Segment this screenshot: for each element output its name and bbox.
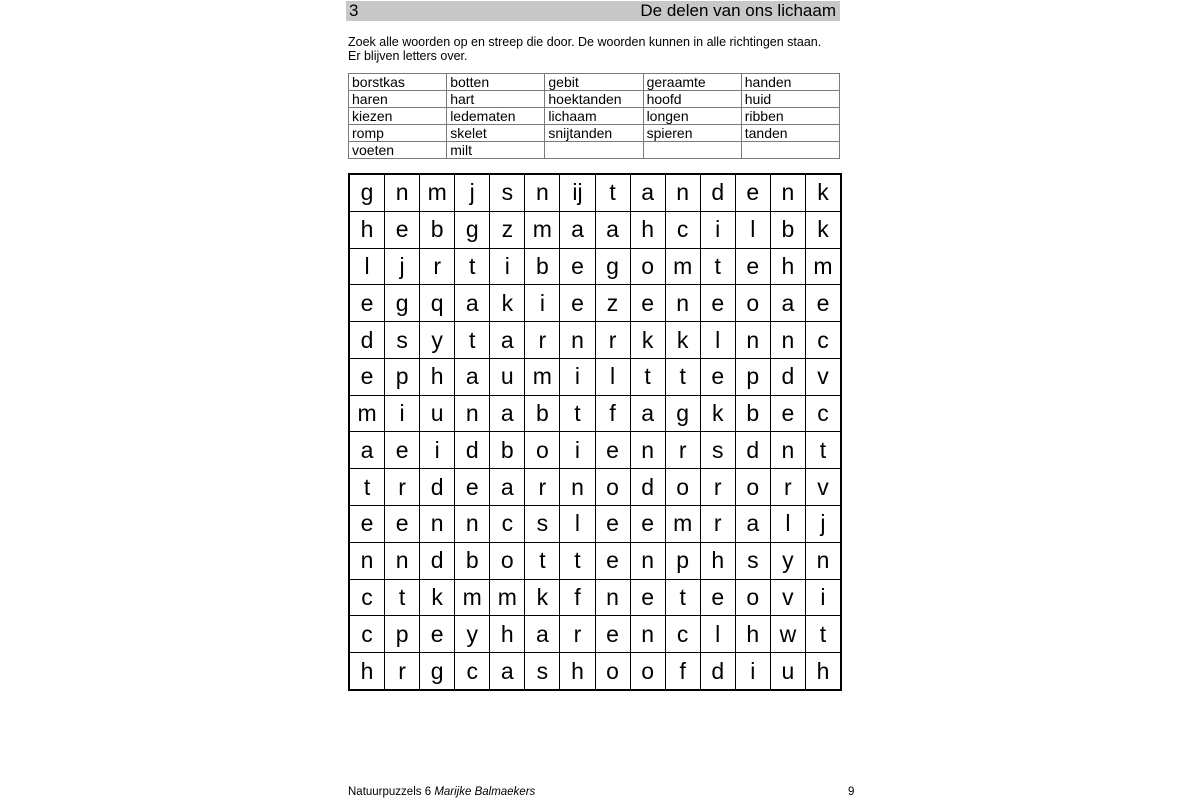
grid-cell[interactable]: b [771,212,805,248]
grid-cell[interactable]: m [806,249,840,285]
grid-cell[interactable]: a [525,616,559,652]
grid-cell[interactable]: n [666,175,700,211]
grid-cell[interactable]: w [771,616,805,652]
grid-cell[interactable]: n [771,322,805,358]
grid-cell[interactable]: r [525,469,559,505]
grid-cell[interactable]: b [525,249,559,285]
grid-cell[interactable]: o [736,580,770,616]
grid-cell[interactable]: z [490,212,524,248]
grid-cell[interactable]: c [455,653,489,689]
page-title: De delen van ons lichaam [640,1,836,20]
grid-cell[interactable]: d [701,653,735,689]
grid-cell[interactable]: r [525,322,559,358]
grid-cell[interactable]: v [806,359,840,395]
page-header [346,1,840,21]
word-list-item: snijtanden [545,125,643,142]
grid-cell[interactable]: h [350,212,384,248]
grid-cell[interactable]: s [525,653,559,689]
grid-cell[interactable]: f [666,653,700,689]
grid-cell[interactable]: a [631,396,665,432]
grid-cell[interactable]: t [455,249,489,285]
book-title: Natuurpuzzels 6 [348,786,432,798]
grid-cell[interactable]: u [490,359,524,395]
grid-cell[interactable]: i [525,285,559,321]
word-list-item [741,142,839,159]
instructions-text: Zoek alle woorden op en streep die door. De woorden kunnen in alle richtingen staan. Er blijven letters over. [348,35,822,63]
grid-cell[interactable]: t [806,616,840,652]
word-list-row [349,125,840,142]
grid-cell[interactable]: r [385,469,419,505]
grid-cell[interactable]: t [350,469,384,505]
word-search-grid [348,173,842,691]
grid-cell[interactable]: l [701,616,735,652]
grid-cell[interactable]: v [806,469,840,505]
grid-cell[interactable]: n [771,175,805,211]
grid-cell[interactable]: e [560,249,594,285]
grid-cell[interactable]: n [631,432,665,468]
grid-cell[interactable]: k [525,580,559,616]
grid-cell[interactable]: r [560,616,594,652]
grid-cell[interactable]: c [806,322,840,358]
grid-cell[interactable]: m [455,580,489,616]
grid-cell[interactable]: s [385,322,419,358]
grid-cell[interactable]: e [455,469,489,505]
grid-cell[interactable]: q [420,285,454,321]
word-list-item [643,142,741,159]
grid-cell[interactable]: k [806,175,840,211]
grid-cell[interactable]: i [701,212,735,248]
grid-cell[interactable]: s [490,175,524,211]
grid-cell[interactable]: h [736,616,770,652]
grid-cell[interactable]: l [736,212,770,248]
grid-cell[interactable]: h [771,249,805,285]
word-list-item: gebit [545,74,643,91]
grid-cell[interactable]: r [666,432,700,468]
grid-cell[interactable]: i [560,359,594,395]
word-list-item: borstkas [349,74,447,91]
grid-cell[interactable]: e [631,285,665,321]
grid-cell[interactable]: o [596,653,630,689]
grid-cell[interactable]: m [666,249,700,285]
grid-cell[interactable]: y [420,322,454,358]
grid-cell[interactable]: n [350,543,384,579]
grid-cell[interactable]: t [560,396,594,432]
grid-cell[interactable]: k [631,322,665,358]
grid-cell[interactable]: j [455,175,489,211]
grid-cell[interactable]: h [350,653,384,689]
word-list-item: geraamte [643,74,741,91]
grid-cell[interactable]: f [560,580,594,616]
puzzle-number: 3 [349,1,359,20]
grid-cell[interactable]: n [596,580,630,616]
grid-cell[interactable]: a [631,175,665,211]
grid-cell[interactable]: n [806,543,840,579]
word-list-item: huid [741,91,839,108]
grid-cell[interactable]: n [666,285,700,321]
grid-cell[interactable]: i [806,580,840,616]
grid-cell[interactable]: e [350,506,384,542]
grid-cell[interactable]: a [350,432,384,468]
grid-cell[interactable]: e [736,175,770,211]
grid-cell[interactable]: n [525,175,559,211]
grid-cell[interactable]: j [385,249,419,285]
grid-cell[interactable]: e [701,580,735,616]
grid-cell[interactable]: i [385,396,419,432]
grid-cell[interactable]: n [631,543,665,579]
grid-cell[interactable]: m [525,359,559,395]
grid-cell[interactable]: v [771,580,805,616]
grid-cell[interactable]: p [385,359,419,395]
word-list-row [349,142,840,159]
grid-cell[interactable]: t [666,359,700,395]
grid-cell[interactable]: h [701,543,735,579]
grid-cell[interactable]: c [666,212,700,248]
word-list-item: lichaam [545,108,643,125]
grid-cell[interactable]: s [736,543,770,579]
grid-cell[interactable]: e [771,396,805,432]
grid-cell[interactable]: n [420,506,454,542]
grid-cell[interactable]: b [420,212,454,248]
grid-cell[interactable]: e [385,506,419,542]
grid-cell[interactable]: s [701,432,735,468]
grid-cell[interactable]: y [771,543,805,579]
word-list-item: tanden [741,125,839,142]
grid-cell[interactable]: r [385,653,419,689]
grid-cell[interactable]: o [631,249,665,285]
grid-cell[interactable]: p [736,359,770,395]
grid-cell[interactable]: i [736,653,770,689]
word-list-item [545,142,643,159]
word-list-row [349,74,840,91]
grid-cell[interactable]: e [631,580,665,616]
grid-cell[interactable]: i [560,432,594,468]
grid-cell[interactable]: o [525,432,559,468]
grid-cell[interactable]: n [560,469,594,505]
grid-cell[interactable]: h [631,212,665,248]
grid-cell[interactable]: o [631,653,665,689]
grid-cell[interactable]: e [701,359,735,395]
grid-cell[interactable]: g [666,396,700,432]
word-list-item: spieren [643,125,741,142]
word-list-item: skelet [447,125,545,142]
grid-cell[interactable]: t [701,249,735,285]
grid-cell[interactable]: l [560,506,594,542]
grid-cell[interactable]: e [596,432,630,468]
word-list-item: hoofd [643,91,741,108]
grid-cell[interactable]: n [385,175,419,211]
word-list-item: longen [643,108,741,125]
grid-cell[interactable]: ij [560,175,594,211]
grid-cell[interactable]: o [736,469,770,505]
word-list-item: botten [447,74,545,91]
grid-cell[interactable]: e [596,543,630,579]
grid-cell[interactable]: n [631,616,665,652]
grid-cell[interactable]: t [455,322,489,358]
word-list-item: kiezen [349,108,447,125]
grid-cell[interactable]: d [455,432,489,468]
grid-cell[interactable]: a [490,653,524,689]
grid-cell[interactable]: i [420,432,454,468]
grid-cell[interactable]: d [420,543,454,579]
author-name: Marijke Balmaekers [434,786,536,798]
grid-cell[interactable]: k [420,580,454,616]
grid-cell[interactable]: i [490,249,524,285]
grid-cell[interactable]: e [385,212,419,248]
grid-cell[interactable]: t [525,543,559,579]
grid-cell[interactable]: e [560,285,594,321]
grid-cell[interactable]: g [385,285,419,321]
grid-cell[interactable]: j [806,506,840,542]
grid-cell[interactable]: a [490,469,524,505]
grid-cell[interactable]: g [596,249,630,285]
grid-cell[interactable]: o [596,469,630,505]
grid-cell[interactable]: e [596,506,630,542]
grid-cell[interactable]: o [736,285,770,321]
grid-cell[interactable]: s [525,506,559,542]
grid-cell[interactable]: r [771,469,805,505]
grid-cell[interactable]: m [350,396,384,432]
grid-cell[interactable]: e [385,432,419,468]
grid-cell[interactable]: t [596,175,630,211]
word-list-item: voeten [349,142,447,159]
grid-cell[interactable]: b [525,396,559,432]
grid-cell[interactable]: a [596,212,630,248]
grid-cell[interactable]: t [666,580,700,616]
word-list-table [348,73,840,159]
grid-cell[interactable]: o [490,543,524,579]
word-list-row [349,108,840,125]
grid-cell[interactable]: z [596,285,630,321]
grid-cell[interactable]: n [771,432,805,468]
grid-cell[interactable]: d [771,359,805,395]
grid-cell[interactable]: m [666,506,700,542]
grid-cell[interactable]: a [455,285,489,321]
grid-cell[interactable]: l [771,506,805,542]
word-list-item: haren [349,91,447,108]
grid-cell[interactable]: d [701,175,735,211]
grid-cell[interactable]: n [560,322,594,358]
grid-cell[interactable]: l [596,359,630,395]
grid-cell[interactable]: d [631,469,665,505]
grid-cell[interactable]: r [420,249,454,285]
word-list-row [349,91,840,108]
grid-cell[interactable]: g [455,212,489,248]
grid-cell[interactable]: a [771,285,805,321]
grid-cell[interactable]: g [350,175,384,211]
grid-cell[interactable]: k [666,322,700,358]
grid-cell[interactable]: e [701,285,735,321]
grid-cell[interactable]: h [420,359,454,395]
grid-cell[interactable]: a [455,359,489,395]
grid-cell[interactable]: r [701,469,735,505]
grid-cell[interactable]: t [806,432,840,468]
grid-cell[interactable]: k [806,212,840,248]
word-list-item: hoektanden [545,91,643,108]
grid-cell[interactable]: t [385,580,419,616]
grid-cell[interactable]: e [350,285,384,321]
grid-cell[interactable]: l [350,249,384,285]
grid-cell[interactable]: f [596,396,630,432]
grid-cell[interactable]: c [350,616,384,652]
grid-cell[interactable]: p [666,543,700,579]
grid-cell[interactable]: m [525,212,559,248]
grid-cell[interactable]: t [631,359,665,395]
grid-cell[interactable]: n [385,543,419,579]
grid-cell[interactable]: h [490,616,524,652]
grid-cell[interactable]: a [560,212,594,248]
grid-cell[interactable]: h [806,653,840,689]
grid-cell[interactable]: r [701,506,735,542]
grid-cell[interactable]: h [560,653,594,689]
grid-cell[interactable]: g [420,653,454,689]
grid-cell[interactable]: e [350,359,384,395]
word-list-item: romp [349,125,447,142]
grid-cell[interactable]: n [455,506,489,542]
grid-cell[interactable]: m [420,175,454,211]
grid-cell[interactable]: u [420,396,454,432]
page-number: 9 [848,786,855,798]
grid-cell[interactable]: b [736,396,770,432]
grid-cell[interactable]: m [490,580,524,616]
grid-cell[interactable]: l [701,322,735,358]
grid-cell[interactable]: c [806,396,840,432]
grid-cell[interactable]: e [420,616,454,652]
grid-cell[interactable]: n [736,322,770,358]
grid-cell[interactable]: u [771,653,805,689]
grid-cell[interactable]: b [455,543,489,579]
grid-cell[interactable]: e [736,249,770,285]
grid-cell[interactable]: d [350,322,384,358]
word-list-item: milt [447,142,545,159]
grid-cell[interactable]: y [455,616,489,652]
grid-cell[interactable]: r [596,322,630,358]
grid-cell[interactable]: a [490,396,524,432]
grid-cell[interactable]: c [490,506,524,542]
word-list-item: hart [447,91,545,108]
grid-cell[interactable]: a [490,322,524,358]
grid-cell[interactable]: c [666,616,700,652]
grid-cell[interactable]: p [385,616,419,652]
grid-cell[interactable]: a [736,506,770,542]
word-list-item: handen [741,74,839,91]
word-list-item: ribben [741,108,839,125]
grid-cell[interactable]: e [631,506,665,542]
grid-cell[interactable]: n [455,396,489,432]
grid-cell[interactable]: k [701,396,735,432]
grid-cell[interactable]: o [666,469,700,505]
grid-cell[interactable]: e [596,616,630,652]
grid-cell[interactable]: d [736,432,770,468]
grid-cell[interactable]: c [350,580,384,616]
grid-cell[interactable]: b [490,432,524,468]
footer-credit [348,786,535,798]
grid-cell[interactable]: t [560,543,594,579]
grid-cell[interactable]: k [490,285,524,321]
grid-cell[interactable]: d [420,469,454,505]
grid-cell[interactable]: e [806,285,840,321]
word-list-item: ledematen [447,108,545,125]
